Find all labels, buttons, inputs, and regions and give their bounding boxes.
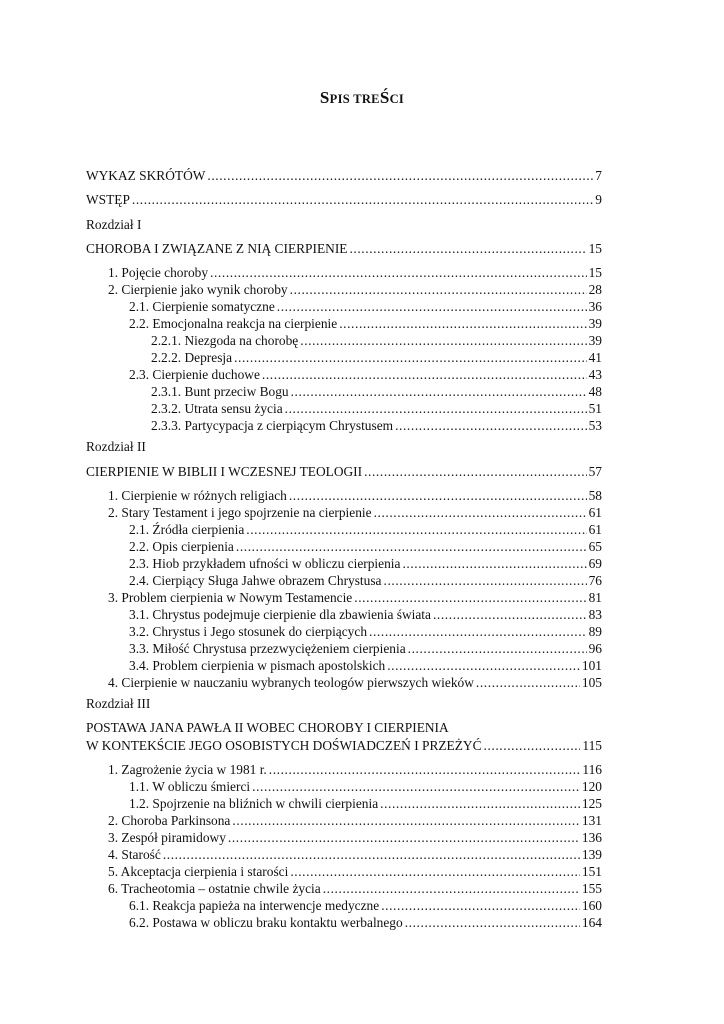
dot-leader — [349, 240, 586, 257]
toc-entry[interactable]: 1. Cierpienie w różnych religiach ..... 58 — [108, 487, 602, 504]
toc-entry[interactable]: 2.3.3. Partycypacja z cierpiącym Chrystusem ..... 53 — [151, 417, 602, 434]
dot-leader — [484, 737, 581, 754]
toc-entry-label: CIERPIENIE W BIBLII I WCZESNEJ TEOLOGII — [86, 464, 363, 479]
chapter-2-heading: Rozdział II — [86, 439, 146, 454]
toc-entry[interactable]: 6. Tracheotomia – ostatnie chwile życia ..... 155 — [108, 880, 602, 897]
toc-entry[interactable]: 2.4. Cierpiący Sługa Jahwe obrazem Chrystusa ..... 76 — [129, 572, 602, 589]
toc-entry-label: WYKAZ SKRÓTÓW — [86, 168, 206, 183]
toc-entry[interactable]: 1. Zagrożenie życia w 1981 r. ..... 116 — [108, 761, 602, 778]
chapter-3-title-line-1[interactable]: POSTAWA JANA PAWŁA II WOBEC CHOROBY I CIERPIENIA — [86, 720, 449, 735]
toc-entry[interactable]: 2.3.1. Bunt przeciw Bogu ..... 48 — [151, 383, 602, 400]
toc-entry-wstep[interactable] — [86, 191, 602, 208]
toc-entry[interactable]: 4. Cierpienie w nauczaniu wybranych teologów pierwszych wieków ..... 105 — [108, 674, 602, 691]
chapter-1-heading: Rozdział I — [86, 217, 142, 232]
toc-entry-page: 15 — [588, 241, 602, 256]
toc-entry[interactable]: 4. Starość ..... 139 — [108, 846, 602, 863]
toc-entry[interactable]: 2.2.2. Depresja ..... 41 — [151, 349, 602, 366]
toc-entry[interactable]: 2. Stary Testament i jego spojrzenie na cierpienie ..... 61 — [108, 504, 602, 521]
toc-entry[interactable]: 3.2. Chrystus i Jego stosunek do cierpiących ..... 89 — [129, 623, 602, 640]
chapter-3-heading: Rozdział III — [86, 696, 151, 711]
dot-leader — [207, 167, 593, 184]
toc-entry[interactable]: 6.1. Reakcja papieża na interwencje medyczne ..... 160 — [129, 897, 602, 914]
chapter-2-title[interactable] — [86, 463, 602, 480]
toc-entry-label: WSTĘP — [86, 192, 130, 207]
toc-entry[interactable]: 2.3. Hiob przykładem ufności w obliczu cierpienia ..... 69 — [129, 555, 602, 572]
toc-entry[interactable]: 2.3. Cierpienie duchowe ..... 43 — [129, 366, 602, 383]
toc-entry-page: 9 — [595, 192, 602, 207]
toc-entry[interactable]: 2.2. Emocjonalna reakcja na cierpienie ..... 39 — [129, 315, 602, 332]
toc-entry-label: W KONTEKŚCIE JEGO OSOBISTYCH DOŚWIADCZEŃ I PRZEŻYĆ — [86, 738, 482, 753]
toc-entry-label: CHOROBA I ZWIĄZANE Z NIĄ CIERPIENIE — [86, 241, 348, 256]
toc-entry-page: 7 — [595, 168, 602, 183]
toc-entry[interactable]: 2.3.2. Utrata sensu życia ..... 51 — [151, 400, 602, 417]
toc-entry[interactable]: 2. Choroba Parkinsona ..... 131 — [108, 812, 602, 829]
toc-entry[interactable]: 2.2. Opis cierpienia ..... 65 — [129, 538, 602, 555]
toc-entry[interactable]: 3.3. Miłość Chrystusa przezwyciężeniem cierpienia ..... 96 — [129, 640, 602, 657]
toc-entry[interactable]: 3. Zespół piramidowy ..... 136 — [108, 829, 602, 846]
toc-entry[interactable]: 2.1. Źródła cierpienia ..... 61 — [129, 521, 602, 538]
toc-entry-page: 115 — [582, 738, 602, 753]
toc-entry[interactable]: 5. Akceptacja cierpienia i starości ..... 151 — [108, 863, 602, 880]
toc-entry-page: 57 — [588, 464, 602, 479]
dot-leader — [364, 463, 587, 480]
toc-entry[interactable]: 1.2. Spojrzenie na bliźnich w chwili cierpienia ..... 125 — [129, 795, 602, 812]
toc-entry[interactable]: 1.1. W obliczu śmierci ..... 120 — [129, 778, 602, 795]
dot-leader — [132, 191, 593, 208]
toc-entry[interactable]: 6.2. Postawa w obliczu braku kontaktu werbalnego ..... 164 — [129, 914, 602, 931]
page-title: SPIS TREŚCI — [319, 88, 405, 107]
toc-entry[interactable]: 3.1. Chrystus podejmuje cierpienie dla zbawienia świata ..... 83 — [129, 606, 602, 623]
toc-entry-wykaz[interactable] — [86, 167, 602, 184]
chapter-1-title[interactable] — [86, 240, 602, 257]
toc-entry[interactable]: 1. Pojęcie choroby ..... 15 — [108, 264, 602, 281]
toc-entry[interactable]: 2. Cierpienie jako wynik choroby ..... 28 — [108, 281, 602, 298]
toc-entry[interactable]: 2.2.1. Niezgoda na chorobę ..... 39 — [151, 332, 602, 349]
toc-entry[interactable]: 3. Problem cierpienia w Nowym Testamencie ..... 81 — [108, 589, 602, 606]
toc-entry[interactable]: 2.1. Cierpienie somatyczne ..... 36 — [129, 298, 602, 315]
chapter-3-title[interactable] — [86, 737, 602, 754]
toc-entry[interactable]: 3.4. Problem cierpienia w pismach apostolskich ..... 101 — [129, 657, 602, 674]
